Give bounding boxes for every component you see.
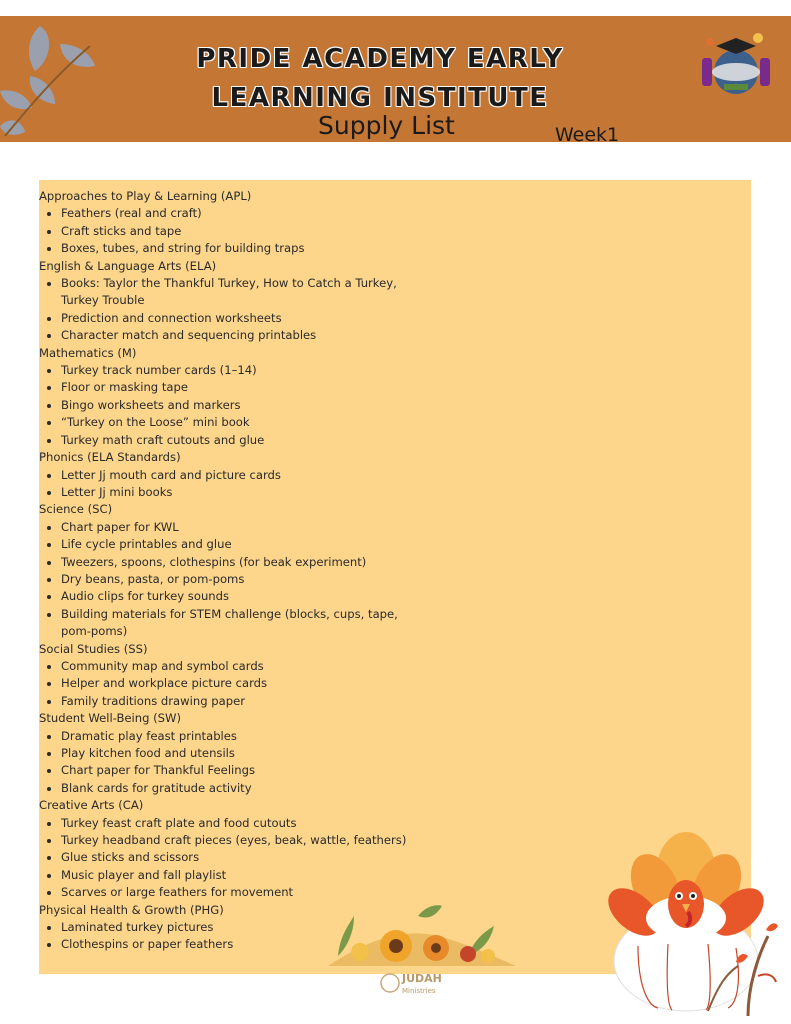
list-item: Life cycle printables and glue [61, 536, 419, 553]
list-item: Turkey feast craft plate and food cutouts [61, 815, 419, 832]
list-item: Bingo worksheets and markers [61, 397, 419, 414]
section-title: Mathematics (M) [39, 345, 137, 360]
section-title: Physical Health & Growth (PHG) [39, 902, 224, 917]
list-item: Family traditions drawing paper [61, 693, 419, 710]
list-item: “Turkey on the Loose” mini book [61, 414, 419, 431]
section-title: Social Studies (SS) [39, 641, 148, 656]
list-item: Laminated turkey pictures [61, 919, 419, 936]
title-line-1: PRIDE ACADEMY EARLY [196, 44, 564, 74]
list-item: Tweezers, spoons, clothespins (for beak experiment) [61, 554, 419, 571]
leaves-icon [0, 16, 110, 142]
list-item: Letter Jj mouth card and picture cards [61, 467, 419, 484]
list-item: Glue sticks and scissors [61, 849, 419, 866]
section-title: Creative Arts (CA) [39, 798, 144, 813]
list-item: Building materials for STEM challenge (blocks, cups, tape, pom-poms) [61, 606, 419, 641]
section-items [39, 275, 419, 345]
section-items [39, 362, 419, 449]
list-item: Turkey headband craft pieces (eyes, beak, wattle, feathers) [61, 832, 419, 849]
section-items [39, 467, 419, 502]
list-item: Turkey math craft cutouts and glue [61, 432, 419, 449]
judah-watermark-icon [380, 968, 450, 998]
list-item: Letter Jj mini books [61, 484, 419, 501]
list-item: Floor or masking tape [61, 379, 419, 396]
list-item: Dry beans, pasta, or pom-poms [61, 571, 419, 588]
section-items [39, 728, 419, 798]
week-label: Week1 [555, 124, 620, 146]
section-title: Student Well-Being (SW) [39, 711, 182, 726]
turkey-pumpkin-icon [608, 826, 778, 1016]
list-item: Helper and workplace picture cards [61, 675, 419, 692]
list-item: Chart paper for KWL [61, 519, 419, 536]
autumn-flowers-icon [318, 896, 518, 968]
list-item: Prediction and connection worksheets [61, 310, 419, 327]
list-item: Music player and fall playlist [61, 867, 419, 884]
section-title: Science (SC) [39, 502, 113, 517]
list-item: Craft sticks and tape [61, 223, 419, 240]
list-item: Blank cards for gratitude activity [61, 780, 419, 797]
section-items [39, 658, 419, 710]
svg-text:JUDAH: JUDAH [402, 972, 442, 985]
title-line-2: LEARNING INSTITUTE [211, 83, 549, 113]
academy-logo-icon [696, 28, 776, 96]
list-item: Dramatic play feast printables [61, 728, 419, 745]
section-items [39, 205, 419, 257]
list-item: Play kitchen food and utensils [61, 745, 419, 762]
list-item: Character match and sequencing printables [61, 327, 419, 344]
list-item: Community map and symbol cards [61, 658, 419, 675]
list-item: Feathers (real and craft) [61, 205, 419, 222]
list-item: Chart paper for Thankful Feelings [61, 762, 419, 779]
list-item: Clothespins or paper feathers [61, 936, 419, 953]
section-title: Approaches to Play & Learning (APL) [39, 189, 252, 203]
list-item: Boxes, tubes, and string for building traps [61, 240, 419, 257]
page-title [100, 40, 660, 118]
section-title: Phonics (ELA Standards) [39, 450, 181, 465]
list-item: Scarves or large feathers for movement [61, 884, 419, 901]
list-item: Audio clips for turkey sounds [61, 588, 419, 605]
section-items [39, 519, 419, 641]
subtitle: Supply List [318, 111, 455, 140]
svg-text:Ministries: Ministries [402, 987, 436, 995]
section-title: English & Language Arts (ELA) [39, 258, 217, 273]
list-item: Books: Taylor the Thankful Turkey, How to Catch a Turkey, Turkey Trouble [61, 275, 419, 310]
header-banner [0, 16, 791, 146]
supply-list [39, 188, 419, 954]
section-items [39, 815, 419, 902]
list-item: Turkey track number cards (1–14) [61, 362, 419, 379]
